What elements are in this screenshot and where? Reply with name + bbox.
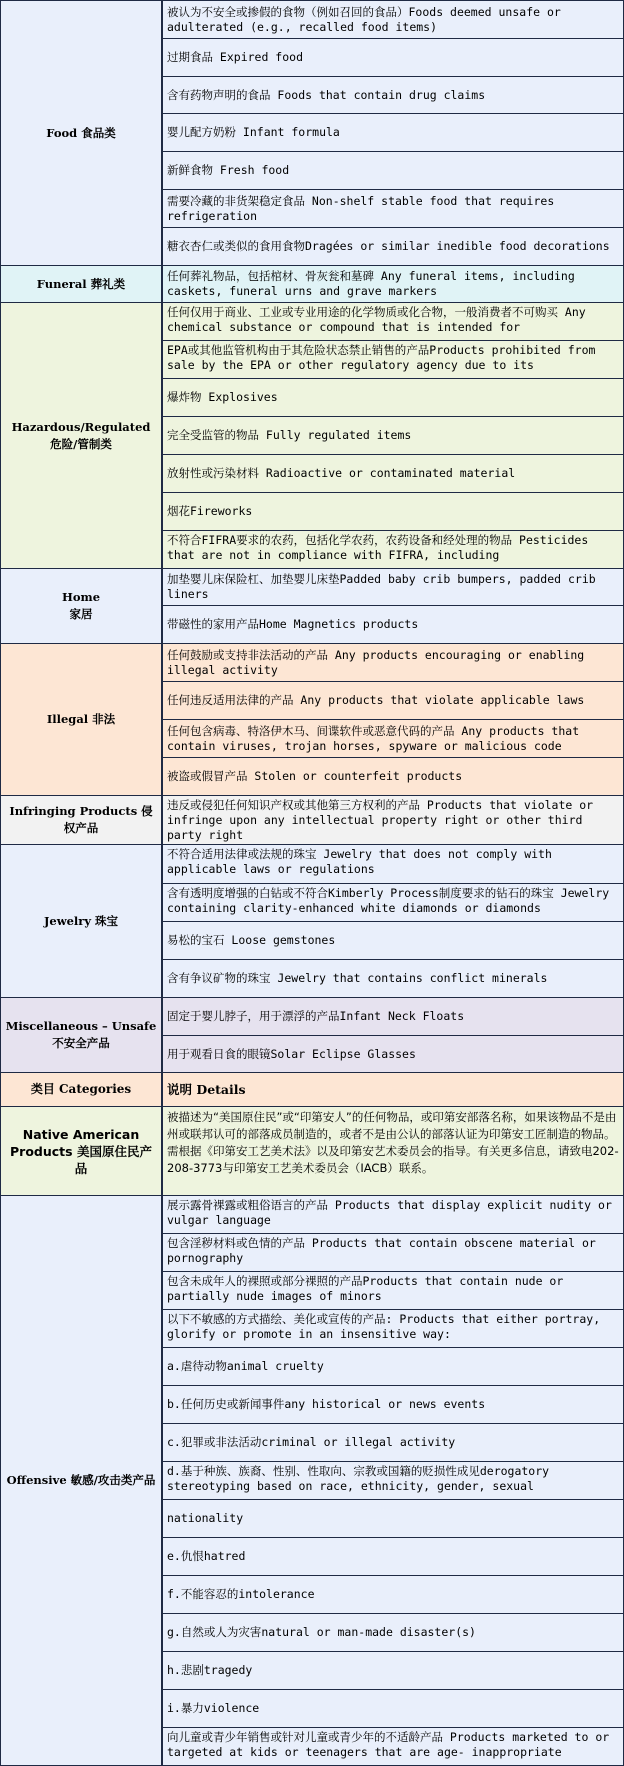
detail-text: 包含未成年人的裸照或部分裸照的产品Products that contain nude or partially nude images of minors	[167, 1274, 564, 1303]
detail-cell	[162, 378, 624, 417]
detail-cell	[162, 454, 624, 493]
category-cell	[0, 302, 162, 569]
detail-text: 用于观看日食的眼镜Solar Eclipse Glasses	[167, 1046, 416, 1061]
detail-text: a.虐待动物animal cruelty	[167, 1359, 324, 1373]
detail-cell	[162, 1499, 624, 1538]
category-label: Miscellaneous – Unsafe 不安全产品	[5, 1019, 157, 1050]
category-label: 类目 Categories	[30, 1082, 132, 1096]
category-label: Native American Products 美国原住民产品	[10, 1126, 152, 1176]
category-label: Illegal 非法	[46, 712, 116, 726]
detail-cell	[162, 1233, 624, 1272]
detail-text: 加垫婴儿床保险杠、加垫婴儿床垫Padded baby crib bumpers, padded crib liners	[167, 572, 596, 601]
detail-cell	[162, 1689, 624, 1728]
category-cell	[0, 0, 162, 266]
detail-cell	[162, 1195, 624, 1234]
detail-text: 易松的宝石 Loose gemstones	[167, 933, 336, 947]
detail-text: 任何包含病毒、特洛伊木马、间谍软件或恶意代码的产品 Any products that contain viruses, trojan horses, spyware or malicious code	[167, 723, 580, 753]
detail-text: f.不能容忍的intolerance	[167, 1587, 315, 1601]
detail-text: 不符合FIFRA要求的农药，包括化学农药，农药设备和经处理的物品 Pesticides that are not in compliance with FIFRA, including	[167, 533, 589, 562]
category-cell	[0, 997, 162, 1073]
category-label: Food 食品类	[46, 125, 116, 140]
category-cell	[0, 568, 162, 644]
detail-text: 不符合适用法律或法规的珠宝 Jewelry that does not comply with applicable laws or regulations	[167, 847, 552, 876]
detail-cell	[162, 76, 624, 114]
detail-text: 完全受监管的物品 Fully regulated items	[167, 428, 412, 442]
category-cell	[0, 844, 162, 998]
detail-cell	[162, 844, 624, 884]
detail-cell	[162, 1575, 624, 1614]
detail-cell	[162, 681, 624, 720]
detail-text: EPA或其他监管机构由于其危险状态禁止销售的产品Products prohibited from sale by the EPA or other regulatory agency due to its	[167, 343, 596, 372]
detail-text: 任何违反适用法律的产品 Any products that violate applicable laws	[167, 693, 585, 707]
detail-cell	[162, 1385, 624, 1424]
detail-cell	[162, 795, 624, 845]
category-cell	[0, 643, 162, 796]
detail-text: e.仇恨hatred	[167, 1549, 246, 1563]
detail-text: h.悲剧tragedy	[167, 1663, 253, 1677]
category-label: Hazardous/Regulated 危险/管制类	[11, 419, 151, 451]
detail-text: 任何仅用于商业、工业或专业用途的化学物质或化合物，一般消费者不可购买 Any chemical substance or compound that is intended for	[167, 305, 586, 334]
category-label: Offensive 敏感/攻击类产品	[6, 1473, 156, 1487]
detail-text: 糖衣杏仁或类似的食用食物Dragées or similar inedible food decorations	[167, 239, 610, 253]
category-label: Infringing Products 侵权产品	[9, 804, 153, 835]
detail-cell	[162, 1106, 624, 1196]
detail-cell	[162, 151, 624, 190]
detail-text: d.基于种族、族裔、性别、性取向、宗教或国籍的贬损性成见derogatory stereotyping based on race, ethnicity, gender, sexual	[167, 1464, 550, 1493]
detail-text: 固定于婴儿脖子，用于漂浮的产品Infant Neck Floats	[167, 1009, 465, 1023]
detail-cell	[162, 997, 624, 1036]
detail-cell	[162, 757, 624, 796]
detail-cell	[162, 340, 624, 379]
detail-cell	[162, 113, 624, 152]
detail-text: 含有药物声明的食品 Foods that contain drug claims	[167, 87, 486, 102]
detail-text: nationality	[167, 1511, 244, 1525]
detail-cell	[162, 1537, 624, 1576]
category-cell	[0, 1195, 162, 1766]
detail-text: 任何葬礼物品，包括棺材、骨灰瓮和墓碑 Any funeral items, including caskets, funeral urns and grave markers	[167, 269, 575, 298]
category-label: Home 家居	[61, 590, 101, 621]
detail-text: 以下不敏感的方式描绘、美化或宣传的产品: Products that either portray, glorify or promote in an insensitive way:	[167, 1312, 601, 1341]
detail-cell	[162, 1309, 624, 1348]
detail-text: 带磁性的家用产品Home Magnetics products	[167, 617, 419, 631]
detail-cell	[162, 1461, 624, 1500]
detail-cell	[162, 38, 624, 77]
detail-text: b.任何历史或新闻事件any historical or news events	[167, 1397, 486, 1411]
detail-cell	[162, 1035, 624, 1073]
detail-cell	[162, 568, 624, 606]
detail-text: 任何鼓励或支持非法活动的产品 Any products encouraging or enabling illegal activity	[167, 647, 585, 677]
detail-cell	[162, 265, 624, 303]
detail-cell	[162, 921, 624, 960]
detail-text: 婴儿配方奶粉 Infant formula	[167, 125, 340, 139]
detail-text: 被描述为“美国原住民”或“印第安人”的任何物品，或印第安部落名称，如果该物品不是由州或联邦认可的部落成员制造的，或者不是由公认的部落认证为印第安工匠制造的物品。需根据《印第安工艺美术法》以及印第安艺术委员会的指导。有关更多信息，请致电202-208-3773与印第安工艺美术委员会（IACB）联系。	[167, 1110, 619, 1175]
detail-text: i.暴力violence	[167, 1701, 260, 1715]
detail-cell	[162, 1347, 624, 1386]
detail-cell	[162, 0, 624, 39]
detail-text: 向儿童或青少年销售或针对儿童或青少年的不适龄产品 Products marketed to or targeted at kids or teenagers that are age- inappropriate	[167, 1730, 610, 1759]
detail-cell	[162, 189, 624, 228]
detail-text: 被盗或假冒产品 Stolen or counterfeit products	[167, 769, 463, 783]
detail-cell	[162, 492, 624, 531]
detail-text: 需要冷藏的非货架稳定食品 Non-shelf stable food that requires refrigeration	[167, 193, 555, 223]
detail-cell	[162, 719, 624, 758]
detail-cell	[162, 959, 624, 998]
detail-cell	[162, 1423, 624, 1462]
category-cell	[0, 795, 162, 845]
detail-cell	[162, 643, 624, 682]
detail-text: 被认为不安全或掺假的食物（例如召回的食品）Foods deemed unsafe or adulterated (e.g., recalled food items)	[167, 4, 561, 34]
detail-text: g.自然或人为灾害natural or man-made disaster(s)	[167, 1625, 476, 1639]
detail-text: 展示露骨裸露或粗俗语言的产品 Products that display explicit nudity or vulgar language	[167, 1198, 612, 1227]
detail-cell	[162, 1613, 624, 1652]
detail-cell	[162, 416, 624, 455]
category-cell	[0, 1072, 162, 1107]
detail-text: 新鲜食物 Fresh food	[167, 163, 290, 177]
detail-cell	[162, 1727, 624, 1766]
detail-text: 放射性或污染材料 Radioactive or contaminated material	[167, 466, 516, 480]
detail-cell	[162, 1271, 624, 1310]
detail-cell	[162, 227, 624, 266]
detail-text: 包含淫秽材料或色情的产品 Products that contain obscene material or pornography	[167, 1236, 596, 1265]
detail-cell	[162, 1651, 624, 1690]
detail-cell	[162, 605, 624, 644]
detail-text: 含有争议矿物的珠宝 Jewelry that contains conflict minerals	[167, 971, 548, 985]
category-cell	[0, 265, 162, 303]
detail-cell	[162, 530, 624, 569]
detail-cell	[162, 302, 624, 341]
detail-text: 过期食品 Expired food	[167, 50, 304, 64]
detail-text: c.犯罪或非法活动criminal or illegal activity	[167, 1435, 456, 1449]
detail-text: 违反或侵犯任何知识产权或其他第三方权利的产品 Products that violate or infringe upon any intellectual property right or other third party right	[167, 798, 594, 842]
category-cell	[0, 1106, 162, 1196]
detail-text: 含有透明度增强的白钻或不符合Kimberly Process制度要求的钻石的珠宝 Jewelry containing clarity-enhanced white diamonds or diamonds	[167, 886, 610, 915]
category-label: Jewelry 珠宝	[43, 913, 119, 928]
category-label: Funeral 葬礼类	[36, 276, 126, 291]
detail-text: 爆炸物 Explosives	[167, 390, 278, 404]
detail-cell	[162, 883, 624, 922]
details-header	[162, 1072, 624, 1107]
detail-text: 说明 Details	[167, 1082, 246, 1097]
detail-text: 烟花Fireworks	[167, 504, 253, 518]
